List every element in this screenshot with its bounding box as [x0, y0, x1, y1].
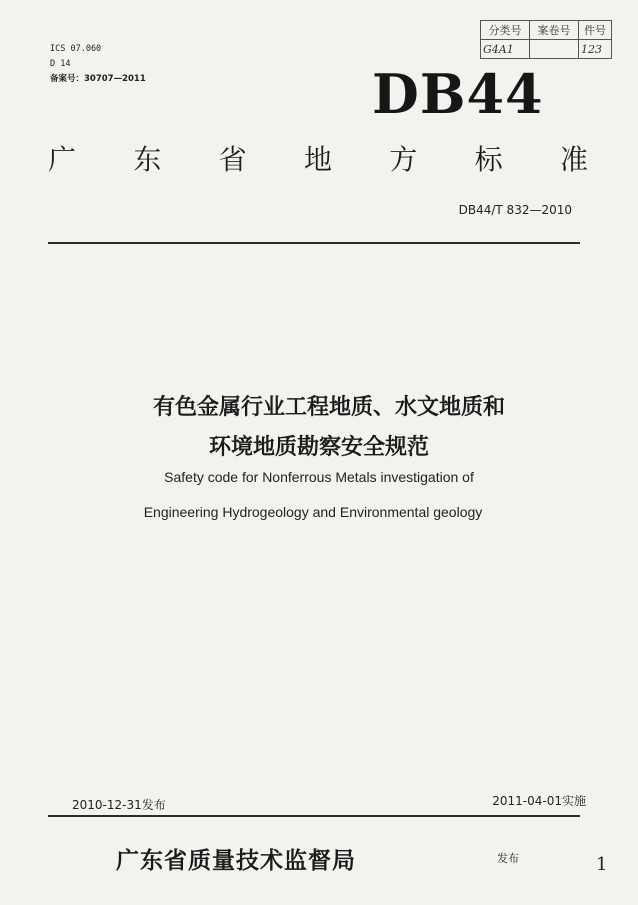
stamp-value-volume: [530, 40, 579, 59]
stamp-header-volume: 案卷号: [530, 21, 579, 40]
standard-number: DB44/T 832—2010: [458, 203, 572, 217]
stamp-header-item: 件号: [579, 21, 612, 40]
issued-label: 发布: [497, 852, 519, 865]
chinese-title-line-1: 有色金属行业工程地质、水文地质和: [152, 395, 505, 420]
classification-block: [50, 42, 146, 87]
footer-divider: [48, 815, 580, 817]
stamp-header-category: 分类号: [481, 21, 530, 40]
header-divider: [48, 242, 580, 244]
archive-stamp: [480, 20, 612, 59]
english-title-line-1: Safety code for Nonferrous Metals investigation of: [164, 469, 474, 485]
implementation-date: 2011-04-01实施: [492, 794, 586, 808]
ccs-code: D 14: [50, 59, 71, 69]
issuing-authority: 广东省质量技术监督局: [116, 847, 356, 874]
title-char: 东: [133, 143, 162, 176]
english-title-line-2: Engineering Hydrogeology and Environmental geology: [143, 504, 483, 520]
issue-date: 2010-12-31发布: [72, 798, 166, 812]
filing-number: 备案号：30707—2011: [50, 74, 146, 84]
title-char: 方: [389, 143, 418, 176]
chinese-title-line-2: 环境地质勘察安全规范: [208, 435, 429, 460]
page-number: 1: [596, 854, 608, 875]
standard-type-title: [48, 138, 588, 178]
title-char: 省: [218, 143, 247, 176]
title-char: 广: [48, 143, 77, 176]
ics-code: ICS 07.060: [50, 44, 102, 54]
title-char: 标: [474, 143, 503, 176]
title-char: 地: [303, 143, 332, 176]
standard-code-logo: DB44: [372, 62, 544, 126]
stamp-value-category: G4A1: [481, 40, 530, 59]
stamp-value-item: 123: [579, 40, 612, 59]
title-char: 准: [559, 143, 588, 176]
